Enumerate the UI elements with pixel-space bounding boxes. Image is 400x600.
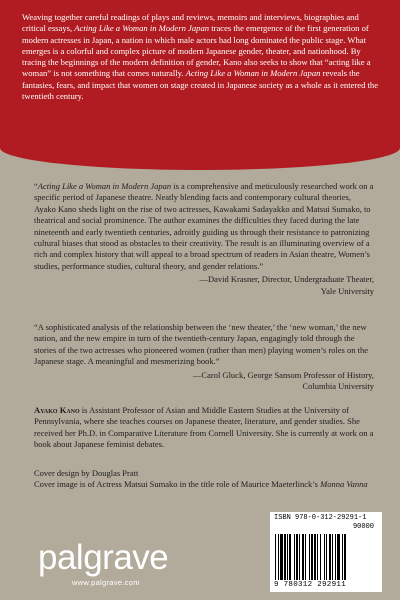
review-part: is a comprehensive and meticulously researched work on a specific period of Japanese theatre. Neatly blending facts and contemporary cultural theories, Ayako Kano sheds light on the rise of two actresses, Kawakami Sadayakko and Matsui Sumako, to theatrical and social prominence. The author examines the difficulties they faced during the late nineteenth and early twentieth centuries, adroitly guiding us through their resistance to patronizing cultural biases that stood as obstacles to their creativity. The result is an illuminating overview of a rich and complex history that will appeal to a broad spectrum of readers in Asian theatre, Women’s studies, performance studies, cultural theory, and gender relations.” <box>34 181 374 271</box>
barcode-bar <box>337 534 340 580</box>
barcode-bar <box>309 534 310 580</box>
review-attribution <box>34 274 374 297</box>
book-title: Acting Like a Woman in Modern Japan <box>37 181 172 191</box>
review-attribution <box>34 370 374 393</box>
cover-image-credit <box>34 479 374 490</box>
blurb-part: Weaving together careful readings of plays and reviews, memoirs and interviews, biographies and critical essays, <box>22 12 359 34</box>
cover-design-credit: Cover design by Douglas Pratt <box>34 468 139 478</box>
attribution-line: Columbia University <box>302 381 374 392</box>
top-blurb <box>22 12 380 102</box>
barcode-bar <box>324 534 325 580</box>
attribution-line: Yale University <box>320 285 374 296</box>
top-blurb-panel <box>0 0 400 170</box>
barcode-bar <box>332 534 333 580</box>
barcode-bar <box>317 534 318 580</box>
review-gluck <box>34 322 374 392</box>
barcode-bar <box>342 534 343 580</box>
blurb-part: reveals the fantasies, fears, and impact that women on stage created in Japanese society as a whole as it entered the twentieth century. <box>22 68 379 102</box>
barcode <box>270 512 382 592</box>
price-code: 90000 <box>352 523 374 531</box>
author-bio <box>34 405 374 451</box>
barcode-bar <box>280 534 283 580</box>
attribution-line: —Carol Gluck, George Sansom Professor of History, <box>192 369 374 380</box>
publisher-logo: palgrave <box>38 538 169 577</box>
barcode-bar <box>329 534 331 580</box>
attribution-line: —David Krasner, Director, Undergraduate Theater, <box>199 274 374 285</box>
blurb-part: traces the emergence of the first generation of modern actresses in Japan, a nation in which male actors had long dominated the public stage. What emerges is a colorful and complex picture of modern Japanese gender, theater, and nationhood. By tracing the beginnings of the modern definition of gender, Kano also seeks to show that “acting like a woman” is not something that comes naturally. <box>22 23 371 79</box>
barcode-bar <box>314 534 316 580</box>
cover-credits <box>34 468 374 491</box>
barcode-bar <box>278 534 279 580</box>
barcode-bar <box>287 534 288 580</box>
barcode-digits: 9 780312 292911 <box>274 581 347 589</box>
barcode-bar <box>335 534 336 580</box>
barcode-bar <box>284 534 286 580</box>
barcode-bar <box>302 534 304 580</box>
play-title: Monna Vanna <box>320 479 368 490</box>
barcode-bar <box>311 534 313 580</box>
publisher-url: www.palgrave.com <box>72 578 140 587</box>
isbn-text: ISBN 978-0-312-29291-1 <box>274 514 367 522</box>
barcode-bar <box>320 534 321 580</box>
review-text <box>34 181 374 272</box>
book-title: Acting Like a Woman in Modern Japan <box>74 23 210 34</box>
barcode-bar <box>275 534 276 580</box>
barcode-bar <box>289 534 291 580</box>
barcode-bar <box>344 534 346 580</box>
review-part: “ <box>34 181 38 191</box>
book-title: Acting Like a Woman in Modern Japan <box>185 68 321 79</box>
author-name: Ayako Kano <box>34 405 80 415</box>
barcode-bar <box>296 534 298 580</box>
review-text: “A sophisticated analysis of the relationship between the ‘new theater,’ the ‘new woman,’ the new nation, and the new empire in turn of the twentieth-century Japan, engagingly told through the stories of the two actresses who pioneered women (rather than men) playing women’s roles on the Japanese stage. A meaningful and mesmerizing book.” <box>34 322 369 367</box>
barcode-bar <box>294 534 295 580</box>
barcode-bar <box>326 534 327 580</box>
review-krasner <box>34 181 374 297</box>
credit-text: Cover image is of Actress Matsui Sumako in the title role of Maurice Maeterlinck’s <box>34 479 321 490</box>
bio-text: is Assistant Professor of Asian and Middle Eastern Studies at the University of Pennsylvania, where she teaches courses on Japanese theater, literature, and gender studies. She received her Ph.D. in Comparative Literature from Cornell University. She is currently at work on a book about Japanese feminist debates. <box>34 405 374 450</box>
barcode-bar <box>305 534 306 580</box>
barcode-bars <box>274 534 378 580</box>
barcode-bar <box>299 534 300 580</box>
